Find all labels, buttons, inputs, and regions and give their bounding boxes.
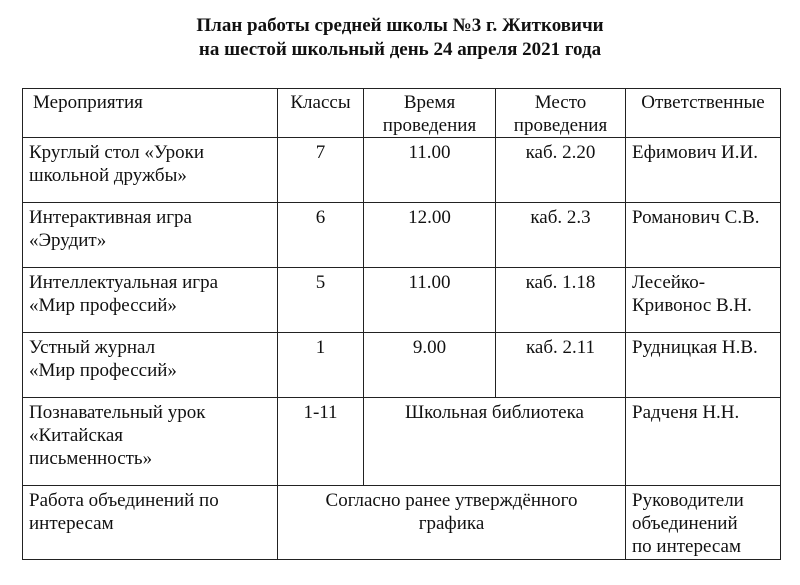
event-line: «Мир профессий»: [29, 295, 177, 316]
classes-cell: 6: [278, 203, 364, 268]
event-line: «Китайская: [29, 425, 124, 446]
header-time-line2: проведения: [382, 115, 477, 136]
responsible-line: Рудницкая Н.В.: [632, 337, 758, 358]
schedule-note-line: графика: [418, 513, 485, 534]
header-row: [23, 89, 781, 138]
event-line: Интерактивная игра: [29, 207, 192, 228]
classes-cell: 1: [278, 333, 364, 398]
header-time-line1: Время: [403, 92, 456, 113]
table-row: [23, 268, 781, 333]
event-cell: [23, 138, 278, 203]
title-line-1: План работы средней школы №3 г. Житковичи: [196, 15, 604, 36]
header-events: Мероприятия: [23, 89, 278, 138]
event-cell: [23, 203, 278, 268]
event-cell: [23, 398, 278, 486]
event-line: «Мир профессий»: [29, 360, 177, 381]
document-title: [0, 14, 800, 62]
event-line: интересам: [29, 513, 114, 534]
responsible-line: по интересам: [632, 536, 742, 557]
responsible-line: Романович С.В.: [632, 207, 760, 228]
responsible-line: Руководители: [632, 490, 744, 511]
place-cell: каб. 2.11: [496, 333, 626, 398]
event-line: Круглый стол «Уроки: [29, 142, 205, 163]
responsible-line: Лесейко-: [632, 272, 706, 293]
header-place-line2: проведения: [513, 115, 608, 136]
place-cell: каб. 2.3: [496, 203, 626, 268]
time-cell: 9.00: [364, 333, 496, 398]
header-place-line1: Место: [534, 92, 587, 113]
schedule-note-cell: [278, 486, 626, 560]
classes-cell: 1-11: [278, 398, 364, 486]
schedule-note-line: Согласно ранее утверждённого: [325, 490, 578, 511]
event-line: Познавательный урок: [29, 402, 206, 423]
event-line: школьной дружбы»: [29, 165, 187, 186]
time-cell: 11.00: [364, 138, 496, 203]
responsible-line: Ефимович И.И.: [632, 142, 758, 163]
responsible-cell: [626, 268, 781, 333]
table-row: [23, 398, 781, 486]
time-cell: 12.00: [364, 203, 496, 268]
place-cell: каб. 1.18: [496, 268, 626, 333]
responsible-cell: [626, 486, 781, 560]
title-line-2: на шестой школьный день 24 апреля 2021 года: [198, 39, 602, 60]
classes-cell: 7: [278, 138, 364, 203]
responsible-cell: [626, 333, 781, 398]
event-cell: [23, 333, 278, 398]
responsible-cell: [626, 138, 781, 203]
event-line: Работа объединений по: [29, 490, 219, 511]
header-time: [364, 89, 496, 138]
table-row: [23, 138, 781, 203]
schedule-table: [22, 88, 781, 560]
responsible-line: Радченя Н.Н.: [632, 402, 740, 423]
event-line: «Эрудит»: [29, 230, 107, 251]
event-cell: [23, 268, 278, 333]
classes-cell: 5: [278, 268, 364, 333]
table-row: [23, 203, 781, 268]
event-line: письменность»: [29, 448, 153, 469]
header-place: [496, 89, 626, 138]
responsible-line: объединений: [632, 513, 738, 534]
responsible-cell: [626, 398, 781, 486]
event-line: Устный журнал: [29, 337, 156, 358]
event-line: Интеллектуальная игра: [29, 272, 219, 293]
place-cell: каб. 2.20: [496, 138, 626, 203]
header-classes: Классы: [278, 89, 364, 138]
time-place-cell: Школьная библиотека: [364, 398, 626, 486]
responsible-line: Кривонос В.Н.: [632, 295, 752, 316]
table-row: [23, 486, 781, 560]
responsible-cell: [626, 203, 781, 268]
header-responsible: Ответственные: [626, 89, 781, 138]
table-row: [23, 333, 781, 398]
event-cell: [23, 486, 278, 560]
time-cell: 11.00: [364, 268, 496, 333]
